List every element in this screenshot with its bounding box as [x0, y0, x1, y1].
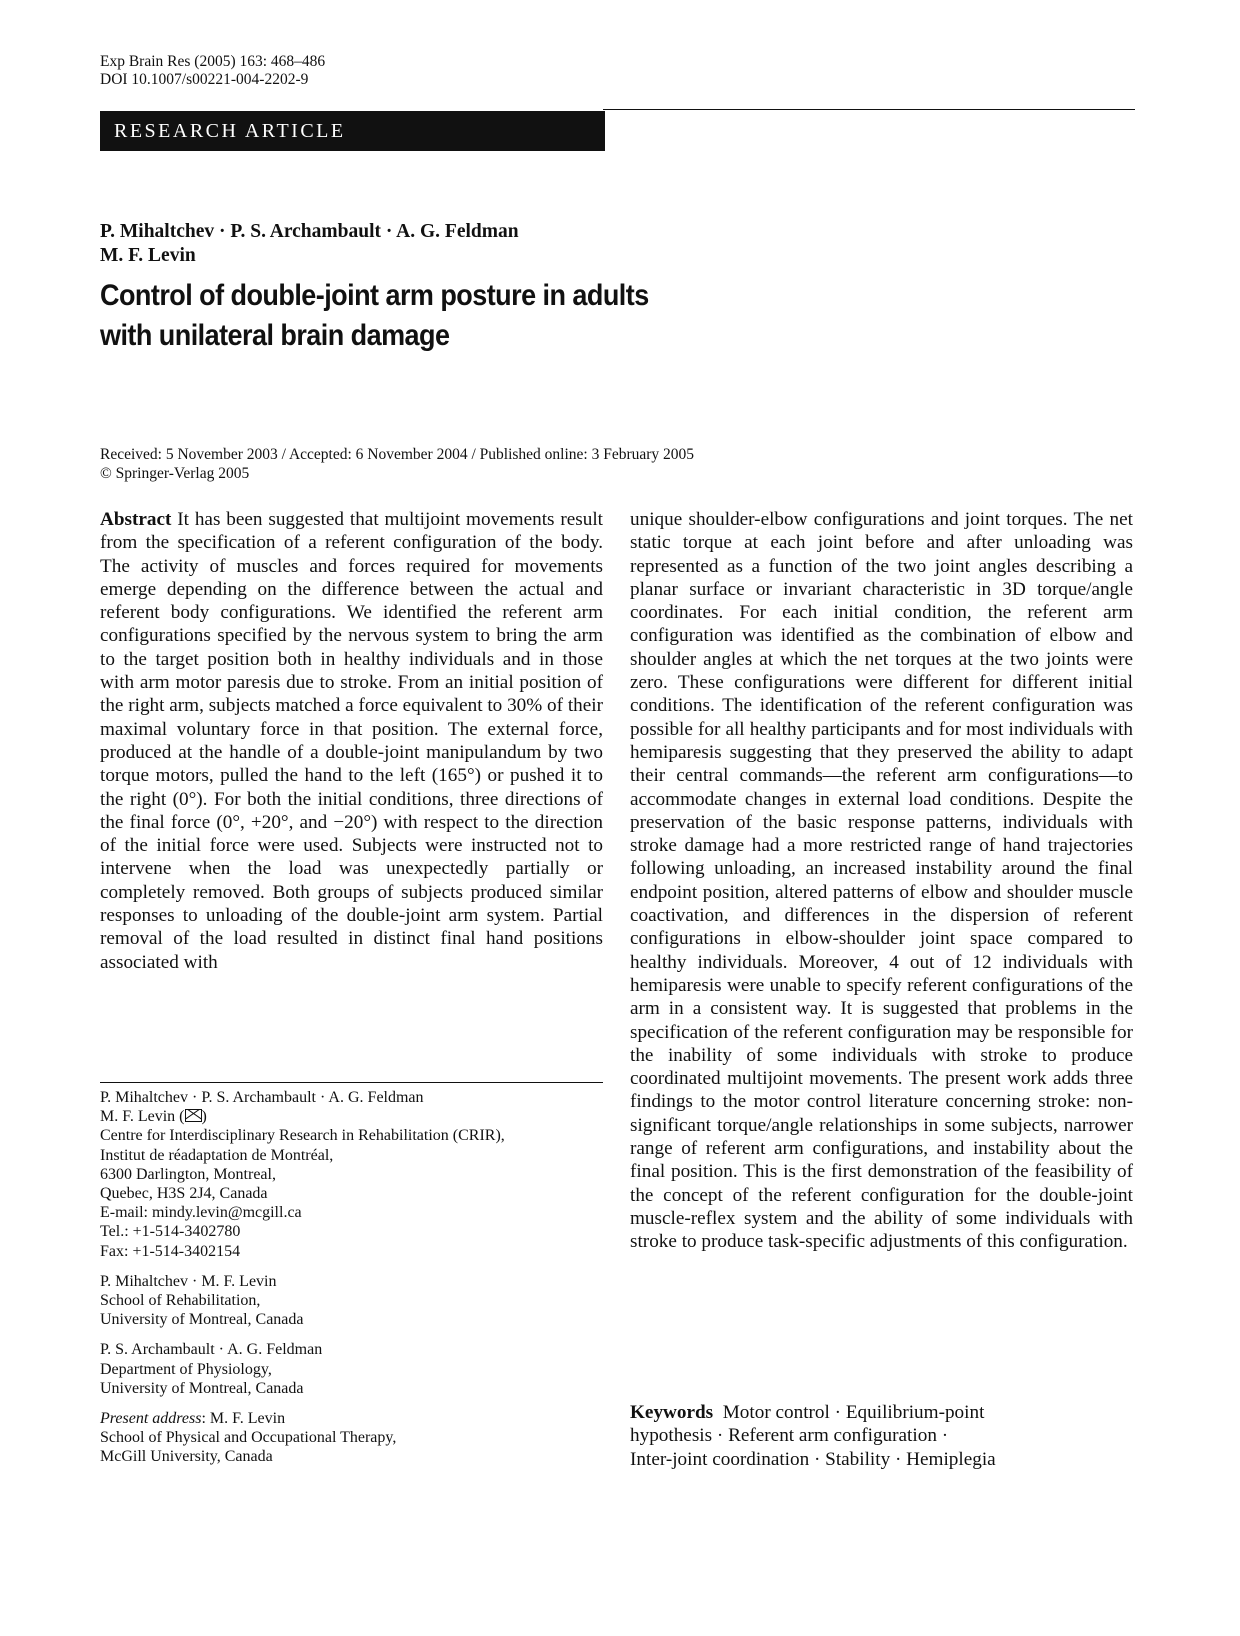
- doi: DOI 10.1007/s00221-004-2202-9: [100, 71, 309, 88]
- affiliation-present: Present address: M. F. Levin School of Physical and Occupational Therapy, McGill University, Canada: [100, 1410, 397, 1466]
- abstract-column-right: [630, 508, 1133, 1254]
- corresponding-author: M. F. Levin ( ): [100, 1108, 207, 1126]
- keywords: Keywords Motor control · Equilibrium-point hypothesis · Referent arm configuration · Inter-joint coordination · Stability · Hemiplegia: [630, 1402, 996, 1470]
- keywords-label: Keywords: [630, 1402, 714, 1423]
- header-rule: [603, 109, 1135, 110]
- contact-email: E-mail: mindy.levin@mcgill.ca: [100, 1204, 302, 1222]
- publication-dates: [100, 445, 694, 483]
- article-title: [100, 276, 730, 356]
- abstract-text: It has been suggested that multijoint movements result from the specification of a referent configuration of the body. The activity of muscles and forces required for movements emerge depending on the difference between the actual and referent body configurations. We identified the referent arm configurations specified by the nervous system to bring the arm to the target position both in healthy individuals and in those with arm motor paresis due to stroke. From an initial position of the right arm, subjects matched a force equivalent to 30% of their maximal voluntary force in that position. The external force, produced at the handle of a double-joint manipulandum by two torque motors, pulled the hand to the left (165°) or pushed it to the right (0°). For both the initial conditions, three directions of the final force (0°, +20°, and −20°) with respect to the direction of the initial force were used. Subjects were instructed not to intervene when the load was unexpectedly partially or completely removed. Both groups of subjects produced similar responses to unloading of the double-joint arm system. Partial removal of the load resulted in distinct final hand positions associated with: [100, 509, 603, 973]
- affiliation-street: 6300 Darlington, Montreal,: [100, 1165, 276, 1183]
- article-type-banner: RESEARCH ARTICLE: [100, 111, 605, 151]
- affiliation-rehab: P. Mihaltchev · M. F. Levin School of Rehabilitation, University of Montreal, Canada: [100, 1272, 304, 1329]
- affiliation-physiology: P. S. Archambault · A. G. Feldman Department of Physiology, University of Montreal, Canada: [100, 1341, 323, 1397]
- affiliation-main: [100, 1088, 603, 1261]
- author-line: M. F. Levin: [100, 245, 196, 266]
- affiliation-institute: Institut de réadaptation de Montréal,: [100, 1146, 334, 1164]
- history-dates: Received: 5 November 2003 / Accepted: 6 November 2004 / Published online: 3 February 2005: [100, 446, 695, 463]
- contact-fax: Fax: +1-514-3402154: [100, 1242, 241, 1260]
- abstract-text-continued: unique shoulder-elbow configurations and joint torques. The net static torque at each joint before and after unloading was represented as a function of the two joint angles describing a planar surface or invariant characteristic in 3D torque/angle coordinates. For each initial condition, the referent arm configuration was identified as the combination of elbow and shoulder angles at which the net torques at the two joints were zero. These configurations were different for different initial conditions. The identification of the referent configuration was possible for all healthy participants and for most individuals with hemiparesis suggesting that they preserved the ability to adapt their central commands—the referent arm configurations—to accommodate changes in external load conditions. Despite the preservation of the basic response patterns, individuals with stroke damage had a more restricted range of hand trajectories following unloading, an increased instability around the final endpoint position, altered patterns of elbow and shoulder muscle coactivation, and differences in the dispersion of referent configurations in elbow-shoulder joint space compared to healthy individuals. Moreover, 4 out of 12 individuals with hemiparesis were unable to specify referent configurations of the arm in a consistent way. It is suggested that problems in the specification of the referent configuration may be responsible for the inability of some individuals with stroke to produce coordinated multijoint movements. The present work adds three findings to the motor control literature concerning stroke: non-significant torque/angle relationships in some subjects, narrower range of referent arm configurations, and instability about the final position. This is the first demonstration of the feasibility of the concept of the referent configuration for the double-joint muscle-reflex system and the ability of some individuals with stroke to produce task-specific adjustments of this configuration.: [630, 509, 1133, 1253]
- affiliation-authors: P. Mihaltchev · P. S. Archambault · A. G. Feldman: [100, 1089, 424, 1106]
- affiliation-city: Quebec, H3S 2J4, Canada: [100, 1185, 268, 1203]
- title-line: with unilateral brain damage: [100, 319, 450, 352]
- affiliations: [100, 1088, 603, 1478]
- journal-citation: Exp Brain Res (2005) 163: 468–486: [100, 53, 326, 70]
- author-list: [100, 220, 519, 268]
- journal-header: [100, 53, 325, 89]
- title-line: Control of double-joint arm posture in adults: [100, 279, 649, 312]
- abstract-label: Abstract: [100, 509, 172, 530]
- abstract-paragraph: [100, 508, 603, 974]
- author-line: P. Mihaltchev · P. S. Archambault · A. G. Feldman: [100, 221, 519, 242]
- affiliation-center: Centre for Interdisciplinary Research in Rehabilitation (CRIR),: [100, 1127, 505, 1145]
- affiliation-divider: [100, 1082, 603, 1083]
- abstract-column-left: [100, 508, 603, 974]
- copyright: © Springer-Verlag 2005: [100, 465, 250, 482]
- envelope-icon: [185, 1109, 202, 1122]
- contact-tel: Tel.: +1-514-3402780: [100, 1223, 241, 1241]
